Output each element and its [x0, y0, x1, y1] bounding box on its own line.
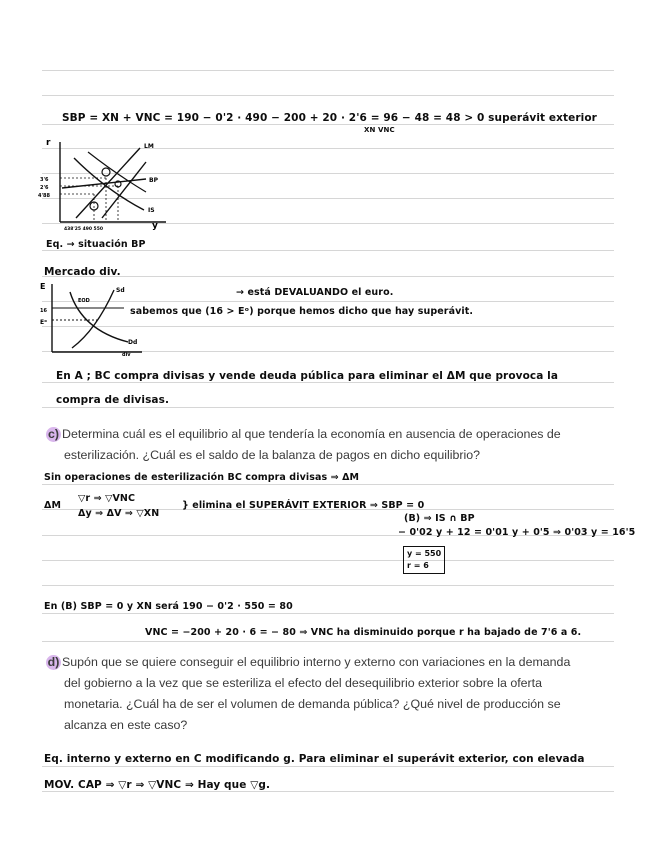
rule-line	[42, 766, 614, 767]
rule-line	[42, 484, 614, 485]
question-d-line1: Supón que se quiere conseguir el equilibrio interno y externo con variaciones en la demanda	[62, 655, 571, 669]
answer-d-line2: MOV. CAP ⇒ ▽r ⇒ ▽VNC ⇒ Hay que ▽g.	[44, 779, 271, 791]
question-c-mark: c)	[47, 427, 60, 441]
answer-c-y: y = 550	[407, 549, 442, 558]
rule-line	[42, 613, 614, 614]
curve-label-sd: Sd	[116, 287, 125, 294]
superavit-note: sabemos que (16 > Eᵒ) porque hemos dicho que hay superávit.	[130, 306, 474, 317]
answer-c-result-box	[403, 546, 445, 574]
is-lm-bp-graph	[36, 134, 206, 234]
question-d-line2: del gobierno a la vez que se esteriliza el efecto del desequilibrio exterior sobre la oferta	[64, 676, 543, 690]
sbp-sublabels: XN VNC	[364, 126, 395, 134]
rule-line	[42, 95, 614, 96]
answer-c-delta-m: ΔM	[44, 500, 62, 511]
answer-c-r: r = 6	[407, 561, 429, 570]
tick-e-star: Eᵒ	[40, 319, 48, 326]
question-d-line4: alcanza en este caso?	[64, 718, 188, 732]
market-title: Mercado div.	[44, 266, 121, 278]
rule-line	[42, 276, 614, 277]
answer-c-system-top: ▽r ⇒ ▽VNC	[78, 493, 136, 504]
answer-c-system-bottom: Δy ⇒ ΔV ⇒ ▽XN	[78, 508, 160, 519]
tick-r3: 4'88	[38, 193, 50, 199]
answer-c-equation: − 0'02 y + 12 = 0'01 y + 0'5 ⇒ 0'03 y = 16'5	[398, 527, 636, 538]
curve-label-dd: Dd	[128, 339, 138, 346]
rule-line	[42, 250, 614, 251]
rule-line	[42, 382, 614, 383]
sbp-equation: SBP = XN + VNC = 190 − 0'2 · 490 − 200 + 20 · 2'6 = 96 − 48 = 48 > 0 superávit exterior	[62, 112, 597, 124]
rule-line	[42, 585, 614, 586]
axis-label-e: E	[40, 282, 46, 291]
answer-b-line1: En (B) SBP = 0 y XN será 190 − 0'2 · 550 = 80	[44, 601, 293, 612]
answer-c-point-b: (B) ⇒ IS ∩ BP	[404, 513, 475, 524]
currency-market-graph	[38, 280, 158, 360]
question-c-line1: Determina cuál es el equilibrio al que tendería la economía en ausencia de operaciones de	[62, 427, 561, 441]
rule-line	[42, 407, 614, 408]
curve-label-bp: BP	[149, 177, 158, 184]
tick-e16: 16	[40, 308, 47, 314]
rule-line	[42, 560, 614, 561]
rule-line	[42, 641, 614, 642]
answer-c-line1: Sin operaciones de esterilización BC compra divisas ⇒ ΔM	[44, 472, 360, 483]
answer-a-line1: En A ; BC compra divisas y vende deuda pública para eliminar el ΔM que provoca la	[56, 370, 559, 382]
answer-c-system-right: } elimina el SUPERÁVIT EXTERIOR ⇒ SBP = 0	[182, 500, 425, 511]
label-excess: EOD	[78, 298, 90, 304]
tick-r2: 2'6	[40, 185, 49, 191]
devaluing-note: → está DEVALUANDO el euro.	[236, 287, 394, 298]
tick-x: 438'25 490 550	[64, 227, 103, 232]
axis-label-y: y	[152, 221, 158, 231]
axis-label-r: r	[46, 138, 51, 148]
rule-line	[42, 70, 614, 71]
answer-d-line1: Eq. interno y externo en C modificando g. Para eliminar el superávit exterior, con elevada	[44, 753, 585, 765]
axis-label-div: div	[122, 352, 131, 358]
question-c	[46, 424, 612, 466]
curve-label-is: IS	[148, 207, 155, 214]
rule-line	[42, 791, 614, 792]
answer-a-line2: compra de divisas.	[56, 394, 170, 406]
curve-label-lm: LM	[144, 143, 154, 150]
question-c-line2: esterilización. ¿Cuál es el saldo de la balanza de pagos en dicho equilibrio?	[64, 448, 481, 462]
question-d	[46, 652, 612, 736]
question-d-line3: monetaria. ¿Cuál ha de ser el volumen de demanda pública? ¿Qué nivel de producción se	[64, 697, 561, 711]
rule-line	[42, 124, 614, 125]
graph1-caption: Eq. → situación BP	[46, 239, 146, 250]
question-d-mark: d)	[47, 655, 60, 669]
answer-b-line2: VNC = −200 + 20 · 6 = − 80 ⇒ VNC ha disminuido porque r ha bajado de 7'6 a 6.	[145, 627, 582, 638]
tick-r1: 3'6	[40, 177, 49, 183]
